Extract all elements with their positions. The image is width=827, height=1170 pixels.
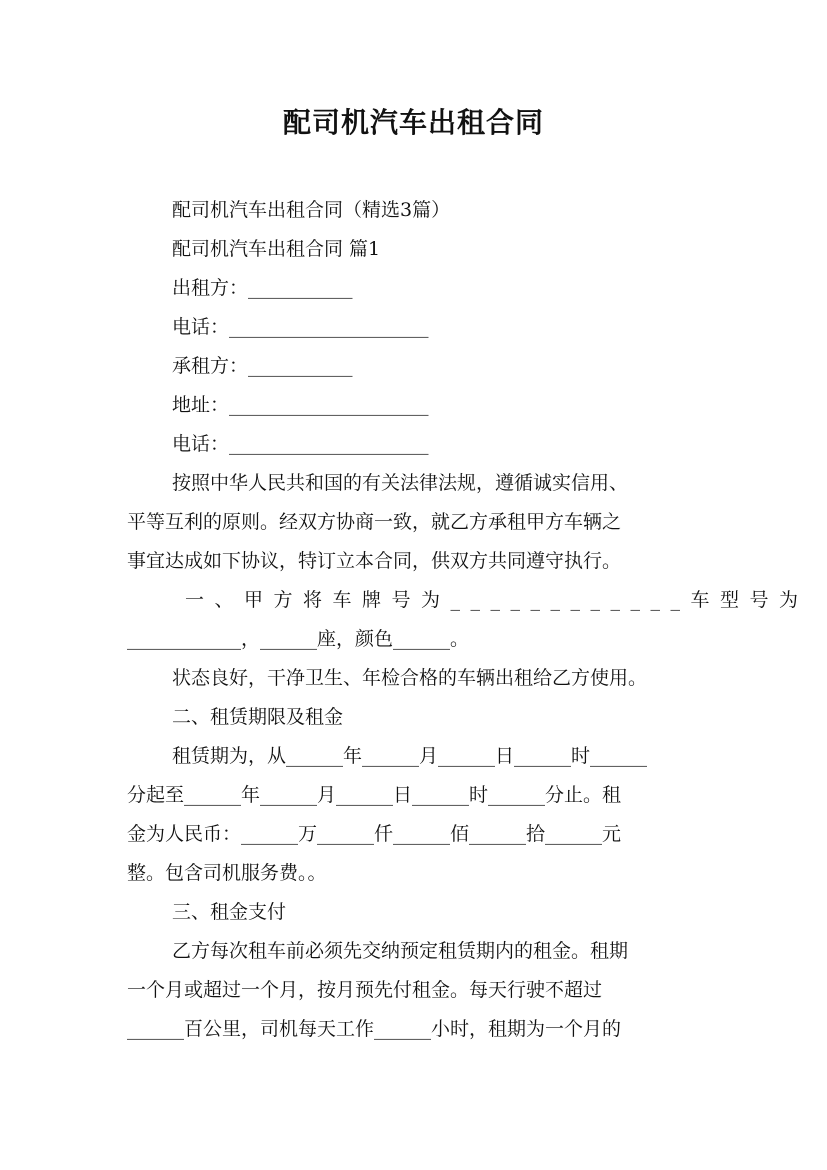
clause-one-line: ____________，______座，颜色______。	[127, 628, 470, 650]
phone-field: 电话：_____________________	[172, 316, 429, 338]
clause-two-line: 分起至______年______月______日______时______分止。租	[127, 784, 622, 806]
lessee-field: 承租方：___________	[172, 355, 353, 377]
subtitle-line: 配司机汽车出租合同（精选3篇）	[172, 199, 451, 221]
part-heading: 配司机汽车出租合同 篇1	[172, 238, 381, 260]
clause-two-line: 整。包含司机服务费。。	[127, 862, 327, 884]
section-heading: 三、租金支付	[172, 901, 287, 923]
clause-one-line: 状态良好，干净卫生、年检合格的车辆出租给乙方使用。	[172, 667, 648, 689]
document-title: 配司机汽车出租合同	[282, 106, 544, 139]
clause-three-line: ______百公里，司机每天工作______小时，租期为一个月的	[127, 1018, 622, 1040]
address-field: 地址：_____________________	[172, 394, 429, 416]
clause-one-line: 一、甲方将车牌号为____________车型号为	[185, 589, 809, 611]
intro-paragraph-line: 事宜达成如下协议，特订立本合同，供双方共同遵守执行。	[127, 550, 622, 572]
intro-paragraph-line: 平等互利的原则。经双方协商一致，就乙方承租甲方车辆之	[127, 511, 622, 533]
section-heading: 二、租赁期限及租金	[172, 706, 344, 728]
phone-field: 电话：_____________________	[172, 433, 429, 455]
clause-three-line: 乙方每次租车前必须先交纳预定租赁期内的租金。租期	[172, 940, 629, 962]
clause-two-line: 金为人民币：______万______仟______佰______拾______元	[127, 823, 622, 845]
clause-two-line: 租赁期为，从______年______月______日______时______	[172, 745, 648, 767]
intro-paragraph-line: 按照中华人民共和国的有关法律法规，遵循诚实信用、	[172, 472, 629, 494]
lessor-field: 出租方：___________	[172, 277, 353, 299]
clause-three-line: 一个月或超过一个月，按月预先付租金。每天行驶不超过	[127, 979, 603, 1001]
